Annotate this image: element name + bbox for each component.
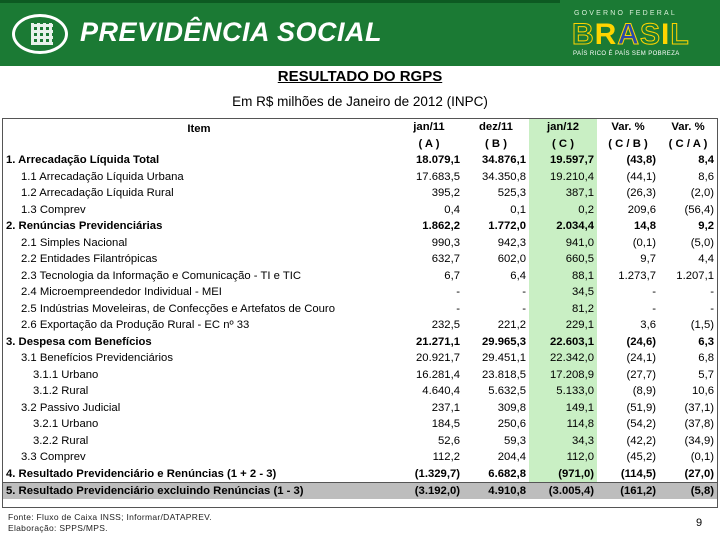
table-row: [3, 433, 717, 450]
cell-value: 112,0: [529, 449, 597, 466]
cell-value: 14,8: [634, 220, 656, 233]
cell-value: 29.965,3: [482, 335, 526, 348]
cell-value: 6,3: [698, 335, 714, 348]
col-header: jan/12: [529, 119, 597, 136]
row-label: 3.1.2 Rural: [33, 385, 89, 398]
cell-value: 34.350,8: [482, 170, 526, 183]
table-row: [3, 202, 717, 219]
cell-value: (26,3): [626, 187, 656, 200]
row-label: 1.2 Arrecadação Líquida Rural: [21, 187, 174, 200]
cell-value: 8,4: [698, 154, 714, 167]
cell-value: 0,4: [444, 203, 460, 216]
cell-value: 17.683,5: [416, 170, 460, 183]
cell-value: (1,5): [690, 319, 714, 332]
cell-value: (114,5): [620, 467, 656, 480]
table-row: [3, 400, 717, 417]
table-header-row: [3, 119, 717, 136]
table-row: [3, 334, 717, 351]
cell-value: (24,1): [626, 352, 656, 365]
cell-value: 250,6: [497, 418, 526, 431]
results-table-container: [2, 118, 718, 508]
cell-value: (3.005,4): [529, 482, 597, 499]
table-row: [3, 268, 717, 285]
cell-value: 88,1: [529, 268, 597, 285]
row-label: 3.2.2 Rural: [33, 434, 89, 447]
col-header: jan/11: [413, 121, 445, 134]
governo-federal-label: GOVERNO FEDERAL: [574, 10, 678, 17]
table-row: [3, 235, 717, 252]
cell-value: 942,3: [497, 236, 526, 249]
row-label: 4. Resultado Previdenciário e Renúncias (1 + 2 - 3): [6, 467, 277, 480]
elaboration-note: Elaboração: SPPS/MPS.: [8, 523, 108, 533]
cell-value: (3.192,0): [395, 482, 463, 499]
cell-value: 112,2: [432, 451, 460, 464]
cell-value: (27,7): [626, 368, 656, 381]
cell-value: (161,2): [597, 482, 659, 499]
page-subtitle: Em R$ milhões de Janeiro de 2012 (INPC): [232, 94, 488, 109]
results-table: [3, 119, 717, 499]
cell-value: 149,1: [529, 400, 597, 417]
row-label: 3.3 Comprev: [21, 451, 86, 464]
page-number: 9: [696, 517, 703, 529]
cell-value: (5,0): [690, 236, 714, 249]
cell-value: 6.682,8: [488, 467, 526, 480]
cell-value: 6,7: [444, 269, 460, 282]
cell-value: -: [652, 302, 656, 315]
cell-value: 16.281,4: [416, 368, 460, 381]
row-label: 2.3 Tecnologia da Informação e Comunicação - TI e TIC: [21, 269, 302, 282]
cell-value: 19.210,4: [529, 169, 597, 186]
cell-value: (5,8): [659, 482, 717, 499]
cell-value: (24,6): [626, 335, 656, 348]
cell-value: -: [710, 286, 714, 299]
cell-value: 59,3: [504, 434, 526, 447]
cell-value: 525,3: [497, 187, 526, 200]
cell-value: 5.133,0: [529, 383, 597, 400]
row-label: 2.5 Indústrias Moveleiras, de Confecções e Artefatos de Couro: [21, 302, 335, 315]
cell-value: (27,0): [684, 467, 714, 480]
row-label: 2. Renúncias Previdenciárias: [6, 220, 163, 233]
cell-value: (0,1): [690, 451, 714, 464]
table-row: [3, 482, 717, 499]
cell-value: -: [522, 286, 526, 299]
row-label: 2.4 Microempreendedor Individual - MEI: [21, 286, 222, 299]
col-header: Var. %: [611, 121, 645, 134]
cell-value: (0,1): [632, 236, 656, 249]
cell-value: 5,7: [698, 368, 714, 381]
table-row: [3, 367, 717, 384]
table-row: [3, 301, 717, 318]
cell-value: 0,1: [510, 203, 526, 216]
cell-value: 387,1: [529, 185, 597, 202]
table-row: [3, 152, 717, 169]
cell-value: (34,9): [684, 434, 714, 447]
cell-value: -: [456, 286, 460, 299]
table-row: [3, 350, 717, 367]
table-row: [3, 284, 717, 301]
row-label: 3.1 Benefícios Previdenciários: [21, 352, 173, 365]
row-label: 2.1 Simples Nacional: [21, 236, 128, 249]
table-row: [3, 317, 717, 334]
cell-value: -: [456, 302, 460, 315]
table-row: [3, 185, 717, 202]
cell-value: 1.862,2: [422, 220, 460, 233]
cell-value: -: [710, 302, 714, 315]
cell-value: 990,3: [431, 236, 460, 249]
cell-value: 114,8: [529, 416, 597, 433]
cell-value: (43,8): [626, 154, 656, 167]
cell-value: (37,8): [684, 418, 714, 431]
cell-value: 29.451,1: [482, 352, 526, 365]
cell-value: -: [652, 286, 656, 299]
table-row: [3, 416, 717, 433]
col-subheader: ( A ): [418, 137, 440, 150]
row-label: 1. Arrecadação Líquida Total: [6, 154, 160, 167]
row-label: 1.1 Arrecadação Líquida Urbana: [21, 170, 184, 183]
page-title: RESULTADO DO RGPS: [277, 68, 443, 85]
cell-value: 229,1: [529, 317, 597, 334]
cell-value: 602,0: [497, 253, 526, 266]
cell-value: 4.640,4: [422, 385, 460, 398]
cell-value: 6,4: [510, 269, 526, 282]
cell-value: 221,2: [497, 319, 526, 332]
footer-notes: [8, 512, 212, 534]
brand-title: PREVIDÊNCIA SOCIAL: [80, 17, 383, 47]
cell-value: 5.632,5: [488, 385, 526, 398]
cell-value: 660,5: [529, 251, 597, 268]
table-row: [3, 383, 717, 400]
cell-value: 34,3: [529, 433, 597, 450]
cell-value: 204,4: [497, 451, 526, 464]
cell-value: (45,2): [626, 451, 656, 464]
header-stripe: [0, 0, 560, 3]
cell-value: 81,2: [529, 301, 597, 318]
cell-value: 4.910,8: [463, 482, 529, 499]
item-header: Item: [187, 123, 211, 135]
cell-value: 232,5: [431, 319, 460, 332]
row-label: 3. Despesa com Benefícios: [6, 335, 152, 348]
cell-value: 8,6: [698, 170, 714, 183]
cell-value: 20.921,7: [416, 352, 460, 365]
previdencia-logo-icon: [12, 14, 68, 54]
row-label: 5. Resultado Previdenciário excluindo Renúncias (1 - 3): [3, 482, 395, 499]
col-subheader: ( C / A ): [668, 137, 708, 150]
cell-value: 1.273,7: [618, 269, 656, 282]
cell-value: (37,1): [684, 401, 714, 414]
cell-value: 6,8: [698, 352, 714, 365]
cell-value: 52,6: [438, 434, 460, 447]
row-label: 2.2 Entidades Filantrópicas: [21, 253, 158, 266]
cell-value: -: [522, 302, 526, 315]
table-row: [3, 169, 717, 186]
table-row: [3, 466, 717, 483]
cell-value: (1.329,7): [414, 467, 460, 480]
table-row: [3, 218, 717, 235]
row-label: 3.2 Passivo Judicial: [21, 401, 121, 414]
cell-value: 1.207,1: [676, 269, 714, 282]
cell-value: (971,0): [529, 466, 597, 483]
cell-value: 34.876,1: [482, 154, 526, 167]
cell-value: 23.818,5: [482, 368, 526, 381]
cell-value: 395,2: [431, 187, 460, 200]
row-label: 2.6 Exportação da Produção Rural - EC nº 33: [21, 319, 250, 332]
brasil-logo: BRASIL: [572, 18, 690, 51]
cell-value: 22.342,0: [529, 350, 597, 367]
cell-value: 10,6: [692, 385, 714, 398]
cell-value: 209,6: [627, 203, 656, 216]
cell-value: 18.079,1: [416, 154, 460, 167]
cell-value: 22.603,1: [529, 334, 597, 351]
row-label: 3.1.1 Urbano: [33, 368, 99, 381]
cell-value: 237,1: [431, 401, 460, 414]
cell-value: 3,6: [640, 319, 656, 332]
table-row: [3, 251, 717, 268]
row-label: 1.3 Comprev: [21, 203, 86, 216]
cell-value: (2,0): [690, 187, 714, 200]
cell-value: 17.208,9: [529, 367, 597, 384]
cell-value: (54,2): [626, 418, 656, 431]
cell-value: (8,9): [632, 385, 656, 398]
cell-value: 1.772,0: [488, 220, 526, 233]
cell-value: 184,5: [431, 418, 460, 431]
table-row: [3, 449, 717, 466]
cell-value: 2.034,4: [529, 218, 597, 235]
col-header: Var. %: [671, 121, 705, 134]
cell-value: (56,4): [684, 203, 714, 216]
cell-value: 309,8: [497, 401, 526, 414]
col-subheader: ( C / B ): [608, 137, 648, 150]
cell-value: (42,2): [626, 434, 656, 447]
cell-value: 9,7: [640, 253, 656, 266]
cell-value: 19.597,7: [529, 152, 597, 169]
col-subheader: ( B ): [485, 137, 507, 150]
col-subheader: ( C ): [529, 136, 597, 153]
cell-value: 9,2: [698, 220, 714, 233]
cell-value: (44,1): [626, 170, 656, 183]
col-header: dez/11: [479, 121, 513, 134]
cell-value: 0,2: [529, 202, 597, 219]
brasil-motto: PAÍS RICO É PAÍS SEM POBREZA: [573, 51, 680, 57]
cell-value: 34,5: [529, 284, 597, 301]
cell-value: 632,7: [431, 253, 460, 266]
header-banner: [0, 0, 720, 66]
cell-value: 4,4: [698, 253, 714, 266]
source-note: Fonte: Fluxo de Caixa INSS; Informar/DATAPREV.: [8, 512, 213, 522]
cell-value: 941,0: [529, 235, 597, 252]
table-body: [3, 152, 717, 499]
row-label: 3.2.1 Urbano: [33, 418, 99, 431]
cell-value: (51,9): [626, 401, 656, 414]
cell-value: 21.271,1: [416, 335, 460, 348]
